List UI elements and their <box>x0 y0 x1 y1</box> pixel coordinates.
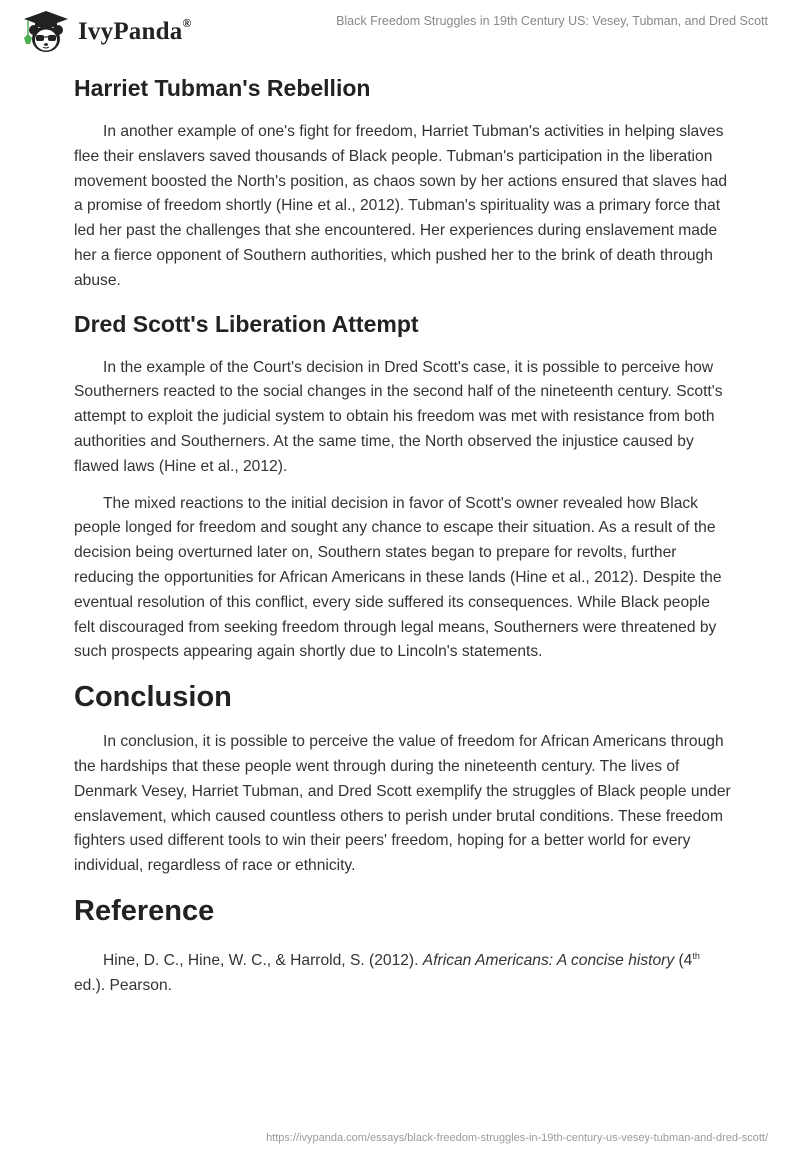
section-reference <box>74 891 734 999</box>
reference-title: African Americans: A concise history <box>422 952 675 970</box>
brand-name: IvyPanda® <box>78 16 192 45</box>
reference-heading: Reference <box>74 894 215 927</box>
ivypanda-logo[interactable] <box>20 8 192 56</box>
section-harriet-tubman <box>74 70 734 294</box>
paragraph: The mixed reactions to the initial decision in favor of Scott's owner revealed how Black people longed for freedom and sought any chance to escape their situation. As a result of the decision being overturned later on, Southern states began to prepare for revolts, further reducing the opportunities for African Americans in these lands (Hine et al., 2012). Despite the eventual resolution of this conflict, every side suffered its consequences. While Black people felt discouraged from seeking freedom through legal means, Southerners were threatened by such prospects appearing again shortly due to Lincoln's statements. <box>74 494 722 661</box>
paragraph: In another example of one's fight for freedom, Harriet Tubman's activities in helping slaves flee their enslavers saved thousands of Black people. Tubman's participation in the liberation movement boosted the North's position, as chaos sown by her actions ensured that slaves had a promise of freedom shortly (Hine et al., 2012). Tubman's spirituality was a primary force that led her past the challenges that she encountered. Her experiences during enslavement made her a fierce opponent of Southern authorities, which pushed her to the brink of death through abuse. <box>74 123 728 289</box>
document-title: Black Freedom Struggles in 19th Century US: Vesey, Tubman, and Dred Scott <box>336 14 768 28</box>
reference-entry: Hine, D. C., Hine, W. C., & Harrold, S. (2012). African Americans: A concise history (4th ed.). Pearson. <box>74 950 700 994</box>
page-header <box>0 0 800 62</box>
paragraph: In the example of the Court's decision in Dred Scott's case, it is possible to perceive how Southerners reacted to the social changes in the second half of the nineteenth century. Scott's attempt to exploit the judicial system to obtain his freedom was met with resistance from both authorities and Southerners. At the same time, the North observed the injustice caused by flawed laws (Hine et al., 2012). <box>74 358 723 475</box>
section-dred-scott <box>74 306 734 666</box>
section-heading: Harriet Tubman's Rebellion <box>74 75 371 101</box>
panda-graduate-icon <box>20 8 72 56</box>
section-heading: Conclusion <box>74 681 232 714</box>
section-heading: Dred Scott's Liberation Attempt <box>74 310 419 337</box>
essay-body <box>74 70 734 1011</box>
source-url[interactable]: https://ivypanda.com/essays/black-freedom-struggles-in-19th-century-us-vesey-tubman-and-dred-scott/ <box>266 1132 768 1144</box>
paragraph: In conclusion, it is possible to perceive the value of freedom for African Americans through the hardships that these people went through during the nineteenth century. The lives of Denmark Vesey, Harriet Tubman, and Dred Scott exemplify the struggles of Black people under enslavement, which caused countless others to perish under brutal conditions. These freedom fighters used different tools to win their peers' freedom, hoping for a better world for every individual, regardless of race or ethnicity. <box>74 733 731 875</box>
section-conclusion <box>74 677 734 879</box>
